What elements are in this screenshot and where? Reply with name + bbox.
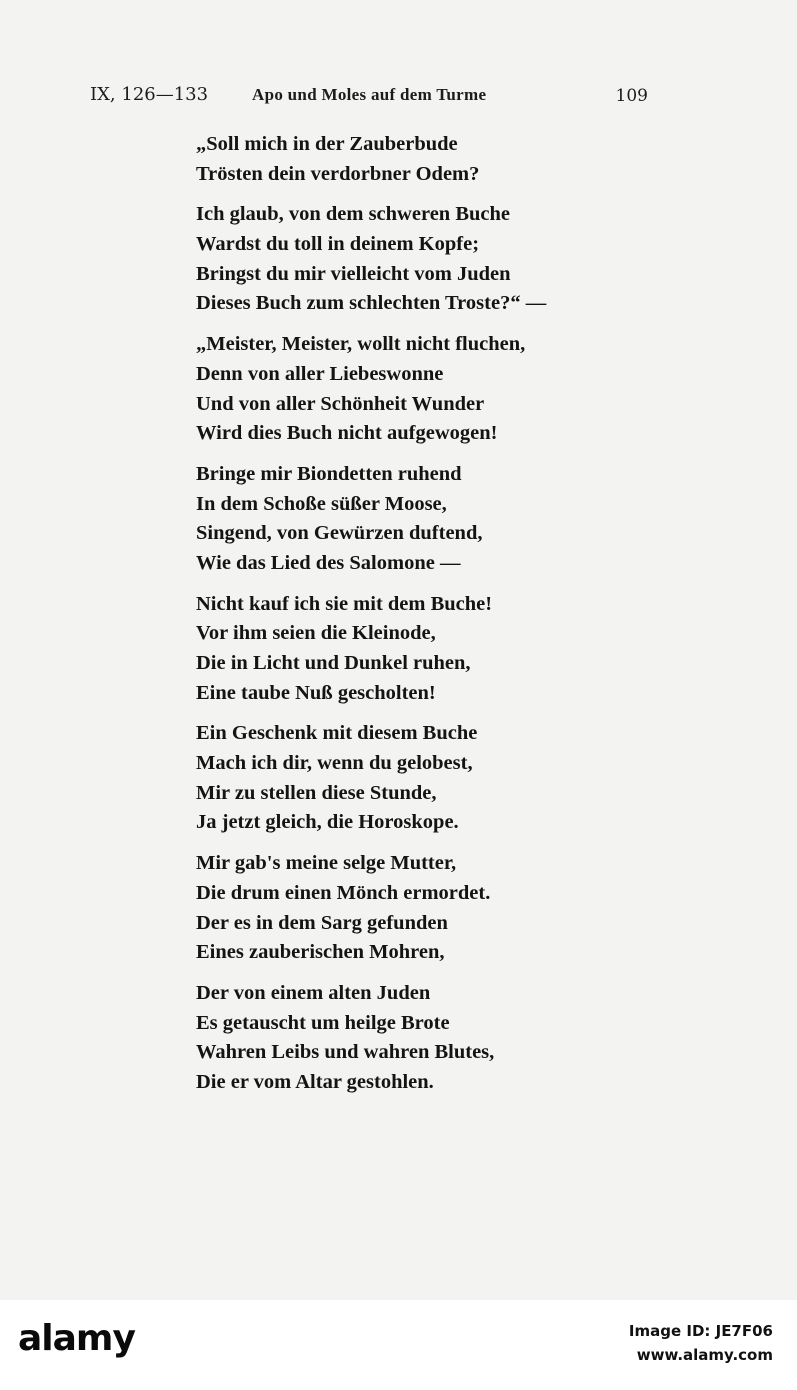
poem-line: Eines zauberischen Mohren, [196, 941, 445, 964]
stanza [196, 590, 616, 709]
poem-line: Die drum einen Mönch ermordet. [196, 881, 491, 904]
stanza [196, 330, 616, 449]
poem-line: Die in Licht und Dunkel ruhen, [196, 652, 471, 674]
poem-line: Ich glaub, von dem schweren Buche [196, 203, 510, 226]
poem-line: Wird dies Buch nicht aufgewogen! [196, 422, 498, 445]
poem-line: Vor ihm seien die Kleinode, [196, 622, 436, 645]
poem-line: Wie das Lied des Salomone — [196, 551, 461, 574]
poem-line: Nicht kauf ich sie mit dem Buche! [196, 592, 493, 615]
stanza [196, 719, 616, 838]
poem-line: Eine taube Nuß gescholten! [196, 681, 436, 704]
poem-line: Bringe mir Biondetten ruhend [196, 462, 462, 485]
poem-line: Bringst du mir vielleicht vom Juden [196, 262, 511, 285]
watermark-url: www.alamy.com [636, 1346, 773, 1364]
poem-line: Mir zu stellen diese Stunde, [196, 781, 437, 804]
poem-line: „Soll mich in der Zauberbude [196, 133, 458, 155]
running-header [90, 84, 660, 114]
stanza [196, 849, 616, 968]
poem-line: Ein Geschenk mit diesem Buche [196, 722, 478, 745]
poem-line: „Meister, Meister, wollt nicht fluchen, [196, 333, 526, 356]
poem-line: Mir gab's meine selge Mutter, [196, 852, 457, 875]
header-title: Apo und Moles auf dem Turme [252, 85, 487, 104]
stanza [196, 460, 616, 579]
poem-line: Singend, von Gewürzen duftend, [196, 522, 483, 545]
poem-body [196, 130, 616, 1109]
poem-line: Ja jetzt gleich, die Horoskope. [196, 811, 459, 834]
stanza [196, 979, 616, 1098]
poem-line: Wahren Leibs und wahren Blutes, [196, 1041, 495, 1064]
page-number: 109 [615, 86, 648, 106]
stanza [196, 200, 616, 319]
header-reference: IX, 126—133 [90, 84, 209, 105]
poem-line: Dieses Buch zum schlechten Troste?“ — [196, 292, 547, 315]
alamy-logo: alamy [18, 1318, 135, 1359]
poem-line: Denn von aller Liebeswonne [196, 362, 444, 385]
poem-line: Die er vom Altar gestohlen. [196, 1070, 434, 1093]
poem-line: Trösten dein verdorbner Odem? [196, 162, 480, 185]
poem-line: Wardst du toll in deinem Kopfe; [196, 233, 480, 256]
stanza [196, 130, 616, 189]
poem-line: In dem Schoße süßer Moose, [196, 492, 447, 515]
poem-line: Es getauscht um heilge Brote [196, 1011, 450, 1034]
image-id: Image ID: JE7F06 [628, 1322, 773, 1340]
poem-line: Mach ich dir, wenn du gelobest, [196, 752, 473, 775]
poem-line: Der es in dem Sarg gefunden [196, 911, 448, 934]
poem-line: Der von einem alten Juden [196, 981, 431, 1004]
poem-line: Und von aller Schönheit Wunder [196, 392, 485, 415]
